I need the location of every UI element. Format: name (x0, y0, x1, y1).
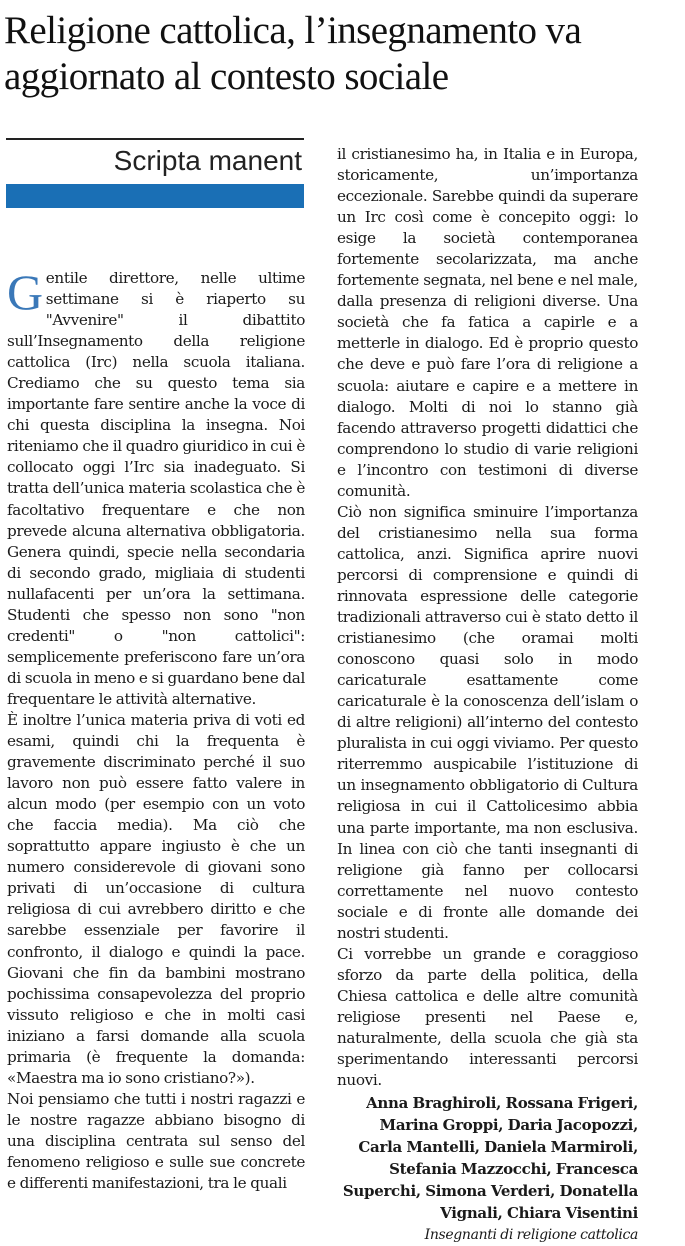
signature-role: Insegnanti di religione cattolica (424, 1227, 638, 1244)
paragraph-5: Ciò non significa sminuire l’importanza del cristianesimo nella sua forma cattolica, anzi. Significa aprire nuovi percorsi di comprensione e quindi di rinnovata espressione delle categorie tradizionali attraverso cui è stato detto il cristianesimo (che oramai molti conoscono quasi solo in modo caricaturale esattamente come caricaturale è la conoscenza dell’islam o di altre religioni) all’interno del contesto pluralista in cui oggi viviamo. Per questo riterremmo auspicabile l’istituzione di un insegnamento obbligatorio di Cultura religiosa in cui il Cattolicesimo abbia una parte importante, ma non esclusiva. In linea con ciò che tanti insegnanti di religione già fanno per collocarsi correttamente nel nuovo contesto sociale e di fronte alle domande dei nostri studenti. (337, 502, 638, 942)
headline: Religione cattolica, l’insegnamento va aggiornato al contesto sociale (4, 9, 582, 98)
paragraph-1-text: entile direttore, nelle ultime settimane si è riaperto su "Avvenire" il dibattito sull’Insegnamento della religione cattolica (Irc) nella scuola italiana. Crediamo che su questo tema sia importante fare sentire anche la voce di chi questa disciplina la insegna. Noi riteniamo che il quadro giuridico in cui è collocato oggi l’Irc sia inadeguato. Si tratta dell’unica materia scolastica che è facoltativo frequentare e che non prevede alcuna alternativa obbligatoria. Genera quindi, specie nella secondaria di secondo grado, migliaia di studenti nullafacenti per un’ora la settimana. Studenti che spesso non sono "non credenti" o "non cattolici": semplicemente preferiscono fare un’ora di scuola in meno e si guardano bene dal frequentare le attività alternative. (7, 269, 305, 708)
signature-line: Vignali, Chiara Visentini (440, 1204, 638, 1223)
column-right (337, 144, 638, 1246)
signature-block (337, 1092, 638, 1224)
paragraph-1 (7, 264, 305, 710)
signature-line: Marina Groppi, Daria Jacopozzi, (379, 1116, 638, 1135)
paragraph-2: È inoltre l’unica materia priva di voti ed esami, quindi chi la frequenta è gravemente discriminato perché il suo lavoro non può essere fatto valere in alcun modo (per esempio con un voto che faccia media). Ma ciò che soprattutto appare ingiusto è che un numero considerevole di giovani sono privati di un’occasione di cultura religiosa di cui avrebbero diritto e che sarebbe essenziale per favorire il confronto, il dialogo e quindi la pace. Giovani che fin da bambini mostrano pochissima consapevolezza del proprio vissuto religioso e che in molti casi iniziano a farsi domande alla scuola primaria (è frequente la domanda: «Maestra ma io sono cristiano?»). (7, 710, 305, 1087)
signature-line: Stefania Mazzocchi, Francesca (389, 1160, 638, 1179)
signature-line: Anna Braghiroli, Rossana Frigeri, (366, 1094, 638, 1113)
column-left (7, 264, 305, 1194)
paragraph-6: Ci vorrebbe un grande e coraggioso sforzo da parte della politica, della Chiesa cattolica e delle altre comunità religiose presenti nel Paese e, naturalmente, della scuola che già sta sperimentando interessanti percorsi nuovi. (337, 944, 638, 1090)
paragraph-3: Noi pensiamo che tutti i nostri ragazzi e le nostre ragazze abbiano bisogno di una disciplina centrata sul senso del fenomeno religioso e sulle sue concrete e differenti manifestazioni, tra le quali (7, 1089, 305, 1193)
rubric-box (6, 138, 304, 208)
signature-line: Carla Mantelli, Daniela Marmiroli, (358, 1138, 638, 1157)
signature-line: Superchi, Simona Verderi, Donatella (342, 1182, 638, 1201)
drop-cap: G (7, 264, 43, 320)
paragraph-4: il cristianesimo ha, in Italia e in Europa, storicamente, un’importanza eccezionale. Sarebbe quindi da superare un Irc così come è concepito oggi: lo esige la società contemporanea fortemente secolarizzata, ma anche fortemente segnata, nel bene e nel male, dalla presenza di religioni diverse. Una società che fa fatica a capirle e a metterle in dialogo. Ed è proprio questo che deve e può fare l’ora di religione a scuola: aiutare e capire e a mettere in dialogo. Molti di noi lo stanno già facendo attraverso progetti didattici che comprendono lo studio di varie religioni e l’incontro con testimoni di diverse comunità. (337, 145, 638, 500)
rubric-accent-bar (6, 184, 304, 208)
rubric-title: Scripta manent (113, 145, 302, 176)
